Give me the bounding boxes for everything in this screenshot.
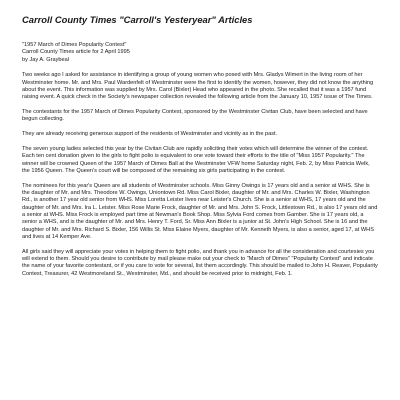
paragraph: Two weeks ago I asked for assistance in identifying a group of young women who posed with Mrs. Gladys Wimert in the living room of her Westminster home. Mr. and Mrs. Paul Wardenfelt of Westminster were the first to identify the women, however, they did not know the anything about the event. This information was supplied by Mrs. Carol (Bixler) Head who appeared in the photo. She recalled that it was a 1957 fund raising event. A quick check in the Society's newspaper collection revealed the following article from the January 10, 1957 issue of The Times. (22, 72, 374, 101)
paragraph: They are already receiving generous support of the residents of Westminster and vicinity as in the past. (22, 131, 278, 138)
paragraph: The contestants for the 1957 March of Dimes Popularity Contest, sponsored by the Westminster Civitan Club, have been selected and have begun collecting. (22, 109, 368, 123)
paragraph: All girls said they will appreciate your votes in helping them to fight polio, and thank you in advance for all the consideration and courtesies you will extend to them. Should you desire to contribute by mail please make out your check to "March of Dimes" "Popularity Contest" and indicate the name of your favorite contestant, or if you care to vote for several, list them accordingly. This should be mailed to John H. Reaver, Popularity Contest, Treasurer, 42 Westmoreland St., Westminster, Md., and should be received prior to midnight, Feb. 1. (22, 248, 378, 277)
document-title: Carroll County Times "Carroll's Yesteryear" Articles (22, 14, 253, 25)
article-byline: by Jay A. Graybeal (22, 56, 69, 63)
article-headline: "1957 March of Dimes Popularity Contest" (22, 42, 127, 48)
article-source: Carroll County Times article for 2 April 1995 (22, 49, 130, 56)
paragraph: The seven young ladies selected this year by the Civitan Club are rapidly soliciting their votes which will determine the winner of the contest. Each ten cent donation given to the girls to fight polio is equivalent to one vote toward their efforts to the title of "Miss 1957 Popularity." The winner will be crowned Queen of the 1957 March of Dimes Ball at the Westminster VFW home Saturday night, Feb. 2, by Miss Patricia Welk, the 1956 Queen. The Queen's court will be composed of the remaining six girls participating in the contest. (22, 146, 370, 174)
paragraph: The nominees for this year's Queen are all students of Westminster schools. Miss Ginny Owings is 17 years old and a senior at WHS. She is the daughter of Mr. and Mrs. Theodore W. Owings, Uniontown Rd. Miss Carol Bixler, daughter of Mr. and Mrs. Charles W. Bixler, Washington Rd., is another 17 year old senior from WHS. Miss Loretta Leister lives near Leister's Church. She is a senior at WHS, 17 years old and the daughter of Mr. and Mrs. Ira L. Leister. Miss Rose Marie Frock, daughter of Mr. and Mrs. John S. Frock, Littlestown Rd., is also 17 years old and a senior at WHS. Miss Frock is employed part time at Newman's Book Shop. Miss Sylvia Ford comes from Gamber. She is 17 years old, a senior a WHS, and is the daughter of Mr. and Mrs. Henry T. Ford, Sr. Miss Ann Bixler is a junior at St. John's High School. She is 16 and the daughter of Mr. and Mrs. Richard S. Bixler, 156 Willis St. Miss Elaine Myers, daughter of Mr. Kenneth Myers, is also a senior, aged 17, at WHS and lives at 14 Kemper Ave. (22, 182, 378, 240)
article-header (22, 42, 378, 64)
